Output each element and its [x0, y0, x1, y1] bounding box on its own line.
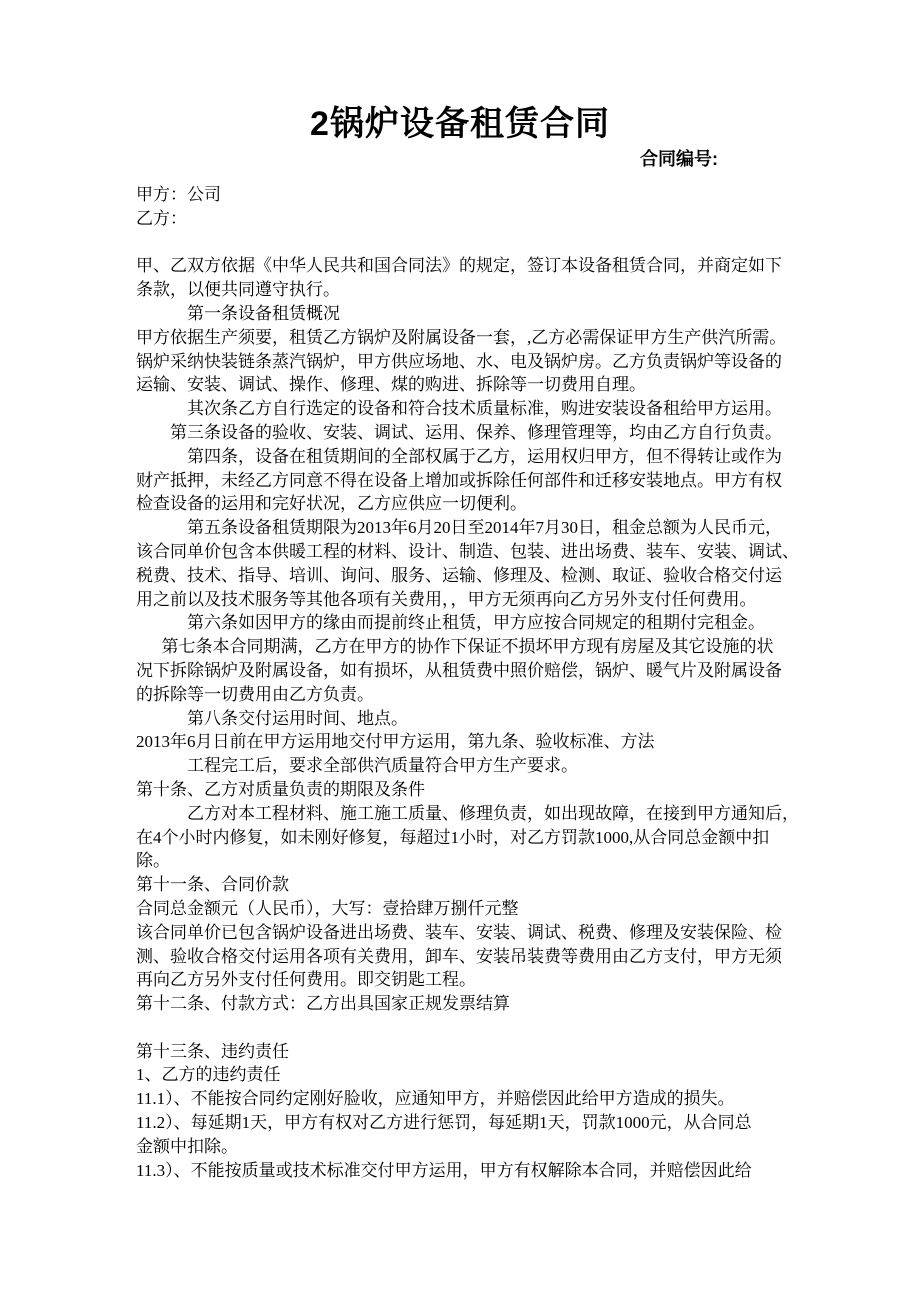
- document-line: 甲方依据生产须要，租赁乙方锅炉及附属设备一套，,乙方必需保证甲方生产供汽所需。: [136, 327, 787, 347]
- document-line: [136, 231, 792, 255]
- document-line: 11.3）、不能按质量或技术标准交付甲方运用，甲方有权解除本合同，并赔偿因此给: [136, 1160, 752, 1180]
- document-line: 第八条交付运用时间、地点。: [187, 708, 408, 728]
- document-line: [136, 1016, 792, 1040]
- document-body: [136, 183, 799, 1182]
- document-line: 第五条设备租赁期限为2013年6月20日至2014年7月30日，租金总额为人民币元，: [187, 518, 782, 538]
- document-line: 第十条、乙方对质量负责的期限及条件: [136, 779, 425, 799]
- contract-number-label: 合同编号:: [640, 149, 718, 169]
- document-line: 乙方：: [136, 208, 187, 228]
- document-line: 第三条设备的验收、安装、调试、运用、保养、修理管理等，均由乙方自行负责。: [170, 422, 782, 442]
- document-line: 金额中扣除。: [136, 1136, 238, 1156]
- document-line: 第六条如因甲方的缘由而提前终止租赁，甲方应按合同规定的租期付完租金。: [187, 613, 765, 633]
- document-line: 用之前以及技术服务等其他各项有关费用，，甲方无须再向乙方另外支付任何费用。: [136, 589, 757, 609]
- document-line: 第十二条、付款方式：乙方出具国家正规发票结算: [136, 994, 510, 1014]
- document-line: 再向乙方另外支付任何费用。即交钥匙工程。: [136, 970, 476, 990]
- document-line: 其次条乙方自行选定的设备和符合技术质量标准，购进安装设备租给甲方运用。: [187, 399, 782, 419]
- document-line: 甲方：公司: [136, 185, 221, 204]
- document-title: 2锅炉设备租赁合同: [310, 105, 610, 143]
- document-line: 财产抵押，未经乙方同意不得在设备上增加或拆除任何部件和迁移安装地点。甲方有权: [136, 470, 782, 490]
- document-line: 第十一条、合同价款: [136, 875, 289, 895]
- document-line: 该合同单价包含本供暖工程的材料、设计、制造、包装、进出场费、装车、安装、调试、: [136, 541, 799, 561]
- document-line: 条款，以便共同遵守执行。: [136, 280, 340, 300]
- document-line: 2013年6月日前在甲方运用地交付甲方运用，第九条、验收标准、方法: [136, 732, 655, 752]
- document-line: 除。: [136, 851, 170, 871]
- document-line: 乙方对本工程材料、施工施工质量、修理负责，如出现故障，在接到甲方通知后，: [187, 803, 799, 823]
- document-line: 的拆除等一切费用由乙方负责。: [136, 684, 374, 704]
- document-line: 甲、乙双方依据《中华人民共和国合同法》的规定，签订本设备租赁合同，并商定如下: [136, 256, 782, 276]
- document-line: 11.2）、每延期1天，甲方有权对乙方进行惩罚，每延期1天，罚款1000元，从合同总: [136, 1113, 752, 1133]
- document-line: 合同总金额元（人民币），大写：壹拾肆万捌仟元整: [136, 898, 519, 918]
- document-line: 第十三条、违约责任: [136, 1041, 289, 1061]
- document-line: 运输、安装、调试、操作、修理、煤的购进、拆除等一切费用自理。: [136, 375, 646, 395]
- document-line: 第七条本合同期满，乙方在甲方的协作下保证不损坏甲方现有房屋及其它设施的状: [161, 637, 774, 657]
- document-line: 税费、技术、指导、培训、询问、服务、运输、修理及、检测、取证、验收合格交付运: [136, 565, 782, 585]
- document-line: 11.1）、不能按合同约定刚好脸收，应通知甲方，并赔偿因此给甲方造成的损失。: [136, 1089, 735, 1109]
- document-line: 锅炉采纳快装链条蒸汽锅炉，甲方供应场地、水、电及锅炉房。乙方负责锅炉等设备的: [136, 351, 782, 371]
- document-line: 该合同单价已包含锅炉设备进出场费、装车、安装、调试、税费、修理及安装保险、检: [136, 922, 782, 942]
- document-line: 检查设备的运用和完好状况，乙方应供应一切便利。: [136, 494, 527, 514]
- document-line: 第四条，设备在租赁期间的全部权属于乙方，运用权归甲方，但不得转让或作为: [187, 446, 782, 466]
- document-line: 工程完工后，要求全部供汽质量符合甲方生产要求。: [187, 756, 578, 776]
- document-line: 第一条设备租赁概况: [187, 303, 340, 323]
- document-line: 况下拆除锅炉及附属设备，如有损坏，从租赁费中照价赔偿，锅炉、暖气片及附属设备: [136, 660, 782, 680]
- document-line: 1、乙方的违约责任: [136, 1065, 281, 1085]
- document-line: 在4个小时内修复，如未刚好修复，每超过1小时，对乙方罚款1000,从合同总金额中扣: [136, 827, 770, 847]
- document-line: 测、验收合格交付运用各项有关费用，卸车、安装吊装费等费用由乙方支付，甲方无须: [136, 946, 782, 966]
